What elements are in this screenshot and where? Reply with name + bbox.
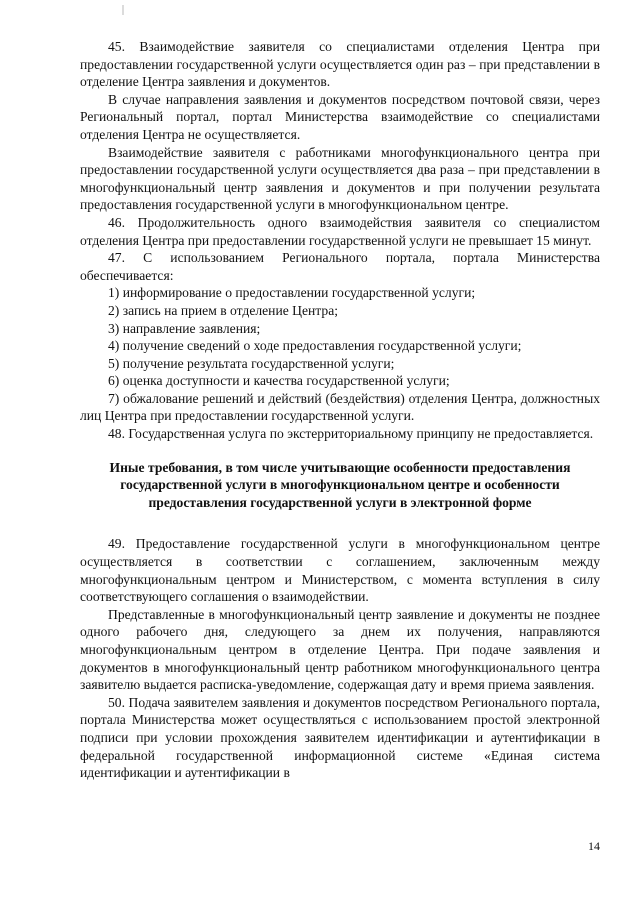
list-item-1: 1) информирование о предоставлении государственной услуги; bbox=[108, 285, 476, 301]
section-heading: Иные требования, в том числе учитывающие особенности предоставления государственной услуги в многофункциональном центре и особенности предоставления государственной услуги в электронной форме bbox=[109, 459, 571, 510]
list-item-7: 7) обжалование решений и действий (бездействия) отделения Центра, должностных лиц Центра при предоставлении государственной услуги. bbox=[80, 390, 600, 424]
document-body bbox=[80, 38, 600, 782]
paragraph-49: 49. Предоставление государственной услуги в многофункциональном центре осуществляется в соответствии с соглашением, заключенным между многофункциональным центром и Министерством, с момента вступления в силу соответствующего соглашения о взаимодействии. bbox=[80, 536, 600, 605]
paragraph-50: 50. Подача заявителем заявления и документов посредством Регионального портала, портала Министерства может осуществляться с использованием простой электронной подписи при условии прохождения заявителем идентификации и аутентификации в федеральной государственной информационной системе «Единая система идентификации и аутентификации в bbox=[80, 694, 600, 781]
list-item-2: 2) запись на прием в отделение Центра; bbox=[108, 302, 338, 318]
paragraph-mfc-documents: Представленные в многофункциональный центр заявление и документы не позднее одного рабочего дня, следующего за днем их получения, направляются многофункциональным центром в отделение Центра. При подаче заявления и документов в многофункциональный центр работником многофункционального центра заявителю выдается расписка-уведомление, содержащая дату и время приема заявления. bbox=[80, 606, 600, 693]
paragraph-postal: В случае направления заявления и документов посредством почтовой связи, через Региональный портал, портал Министерства взаимодействие со специалистами отделения Центра не осуществляется. bbox=[80, 91, 600, 142]
paragraph-45: 45. Взаимодействие заявителя со специалистами отделения Центра при предоставлении государственной услуги осуществляется один раз – при представлении в отделение Центра заявления и документов. bbox=[80, 39, 600, 90]
paragraph-47: 47. С использованием Регионального портала, портала Министерства обеспечивается: bbox=[80, 250, 600, 283]
paragraph-mfc-interaction: Взаимодействие заявителя с работниками многофункционального центра при предоставлении государственной услуги осуществляется два раза – при представлении в многофункциональный центр заявления и документов и при получении результата предоставления государственной услуги в многофункциональном центре. bbox=[80, 144, 600, 213]
list-item-4: 4) получение сведений о ходе предоставления государственной услуги; bbox=[108, 338, 522, 354]
list-item-6: 6) оценка доступности и качества государственной услуги; bbox=[108, 373, 450, 389]
list-item-3: 3) направление заявления; bbox=[108, 320, 261, 336]
scan-mark bbox=[122, 5, 124, 15]
page-number: 14 bbox=[588, 839, 600, 853]
list-item-5: 5) получение результата государственной услуги; bbox=[108, 355, 395, 371]
paragraph-46: 46. Продолжительность одного взаимодействия заявителя со специалистом отделения Центра при предоставлении государственной услуги не превышает 15 минут. bbox=[80, 214, 600, 248]
paragraph-48: 48. Государственная услуга по экстерриториальному принципу не предоставляется. bbox=[108, 426, 594, 442]
